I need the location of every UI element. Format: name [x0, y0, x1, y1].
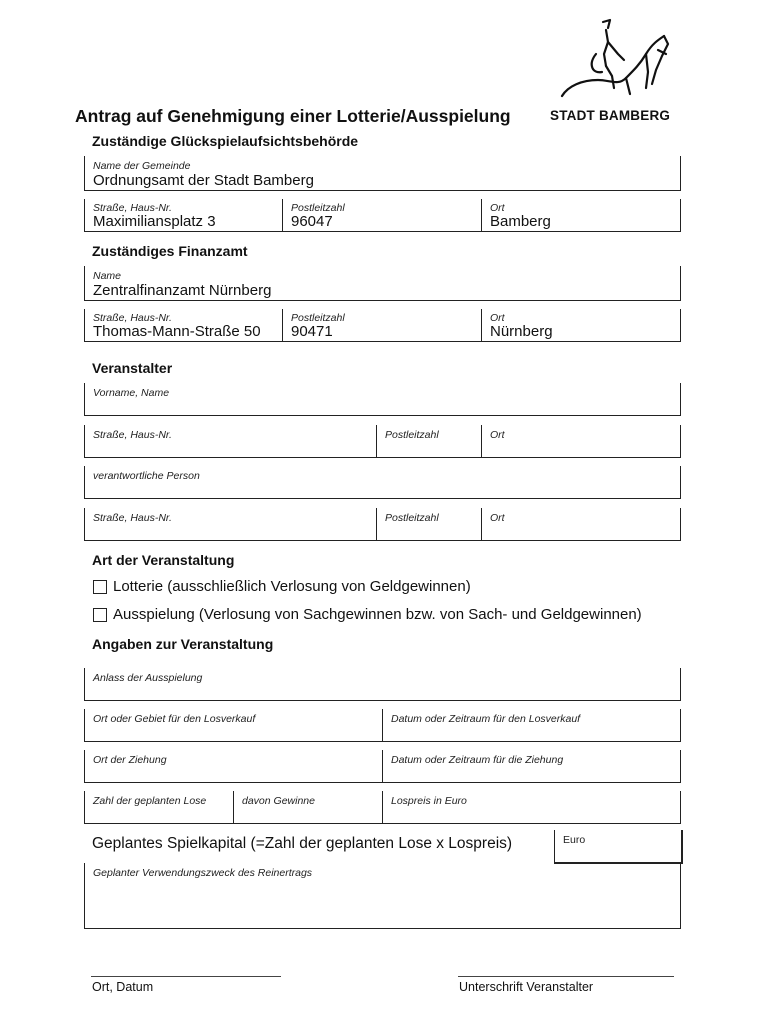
ort-ziehung-field[interactable]: Ort der Ziehung: [93, 754, 167, 766]
city-logo: [548, 14, 678, 126]
veranstalter-name-field[interactable]: [84, 383, 681, 416]
verwendungszweck-field[interactable]: [84, 863, 681, 929]
field-label: Anlass der Ausspielung: [93, 672, 203, 684]
field-label: Straße, Haus-Nr.: [93, 312, 172, 324]
street-value[interactable]: Maximiliansplatz 3: [93, 213, 216, 230]
ziehung-row: [84, 750, 681, 783]
finanzamt-name-field[interactable]: [84, 266, 681, 301]
datum-ziehung-field[interactable]: Datum oder Zeitraum für die Ziehung: [391, 754, 564, 766]
section-heading-veranstalter: Veranstalter: [92, 360, 173, 376]
zip-value[interactable]: 90471: [291, 323, 333, 340]
gewinne-field[interactable]: davon Gewinne: [242, 795, 315, 807]
zip-field[interactable]: Postleitzahl: [385, 429, 439, 441]
datum-verkauf-field[interactable]: Datum oder Zeitraum für den Losverkauf: [391, 713, 581, 725]
behoerde-name-field[interactable]: [84, 156, 681, 191]
veranstalter-address-row: [84, 425, 681, 458]
street-value[interactable]: Thomas-Mann-Straße 50: [93, 323, 261, 340]
signature-label: Unterschrift Veranstalter: [459, 980, 594, 994]
field-label: verantwortliche Person: [93, 470, 200, 482]
section-heading-behoerde: Zuständige Glückspielaufsichtsbehörde: [92, 133, 359, 149]
city-field[interactable]: Ort: [490, 512, 505, 524]
responsible-person-field[interactable]: [84, 466, 681, 499]
city-value[interactable]: Nürnberg: [490, 323, 553, 340]
zip-field[interactable]: Postleitzahl: [385, 512, 439, 524]
zip-value[interactable]: 96047: [291, 213, 333, 230]
rider-logo-icon: [548, 14, 678, 106]
page-title: Antrag auf Genehmigung einer Lotterie/Ausspielung: [75, 106, 511, 126]
spielkapital-euro-field[interactable]: [554, 830, 683, 864]
field-label: Geplanter Verwendungszweck des Reinertrags: [93, 867, 313, 879]
lotterie-option-label: Lotterie (ausschließlich Verlosung von Geldgewinnen): [113, 578, 471, 595]
behoerde-address-row: [84, 199, 681, 232]
field-label: Straße, Haus-Nr.: [93, 202, 172, 214]
field-value: Ordnungsamt der Stadt Bamberg: [93, 172, 314, 189]
euro-label: Euro: [563, 834, 586, 846]
section-heading-angaben: Angaben zur Veranstaltung: [92, 636, 274, 652]
field-value: Zentralfinanzamt Nürnberg: [93, 282, 272, 299]
anlass-field[interactable]: [84, 668, 681, 701]
field-label: Ort: [490, 202, 505, 214]
spielkapital-label: Geplantes Spielkapital (=Zahl der geplanten Lose x Lospreis): [92, 835, 513, 852]
lotterie-checkbox[interactable]: [93, 580, 107, 594]
ausspielung-checkbox[interactable]: [93, 608, 107, 622]
street-field[interactable]: Straße, Haus-Nr.: [93, 512, 172, 524]
organizer-signature-line[interactable]: [458, 976, 674, 977]
lose-field[interactable]: Zahl der geplanten Lose: [93, 795, 207, 807]
field-label: Ort: [490, 312, 505, 324]
lose-row: [84, 791, 681, 824]
field-label: Name der Gemeinde: [93, 160, 191, 172]
city-field[interactable]: Ort: [490, 429, 505, 441]
lospreis-field[interactable]: Lospreis in Euro: [391, 795, 467, 807]
field-label: Name: [93, 270, 122, 282]
finanzamt-address-row: [84, 309, 681, 342]
field-label: Vorname, Name: [93, 387, 170, 399]
street-field[interactable]: Straße, Haus-Nr.: [93, 429, 172, 441]
losverkauf-row: [84, 709, 681, 742]
ausspielung-option-label: Ausspielung (Verlosung von Sachgewinnen bzw. von Sach- und Geldgewinnen): [113, 606, 642, 623]
logo-text: STADT BAMBERG: [550, 108, 671, 123]
ort-verkauf-field[interactable]: Ort oder Gebiet für den Losverkauf: [93, 713, 256, 725]
person-address-row: [84, 508, 681, 541]
date-signature-line[interactable]: [91, 976, 281, 977]
field-label: Postleitzahl: [291, 312, 345, 324]
city-value[interactable]: Bamberg: [490, 213, 551, 230]
section-heading-finanzamt: Zuständiges Finanzamt: [92, 243, 248, 259]
date-label: Ort, Datum: [92, 980, 154, 994]
field-label: Postleitzahl: [291, 202, 345, 214]
section-heading-art: Art der Veranstaltung: [92, 552, 235, 568]
